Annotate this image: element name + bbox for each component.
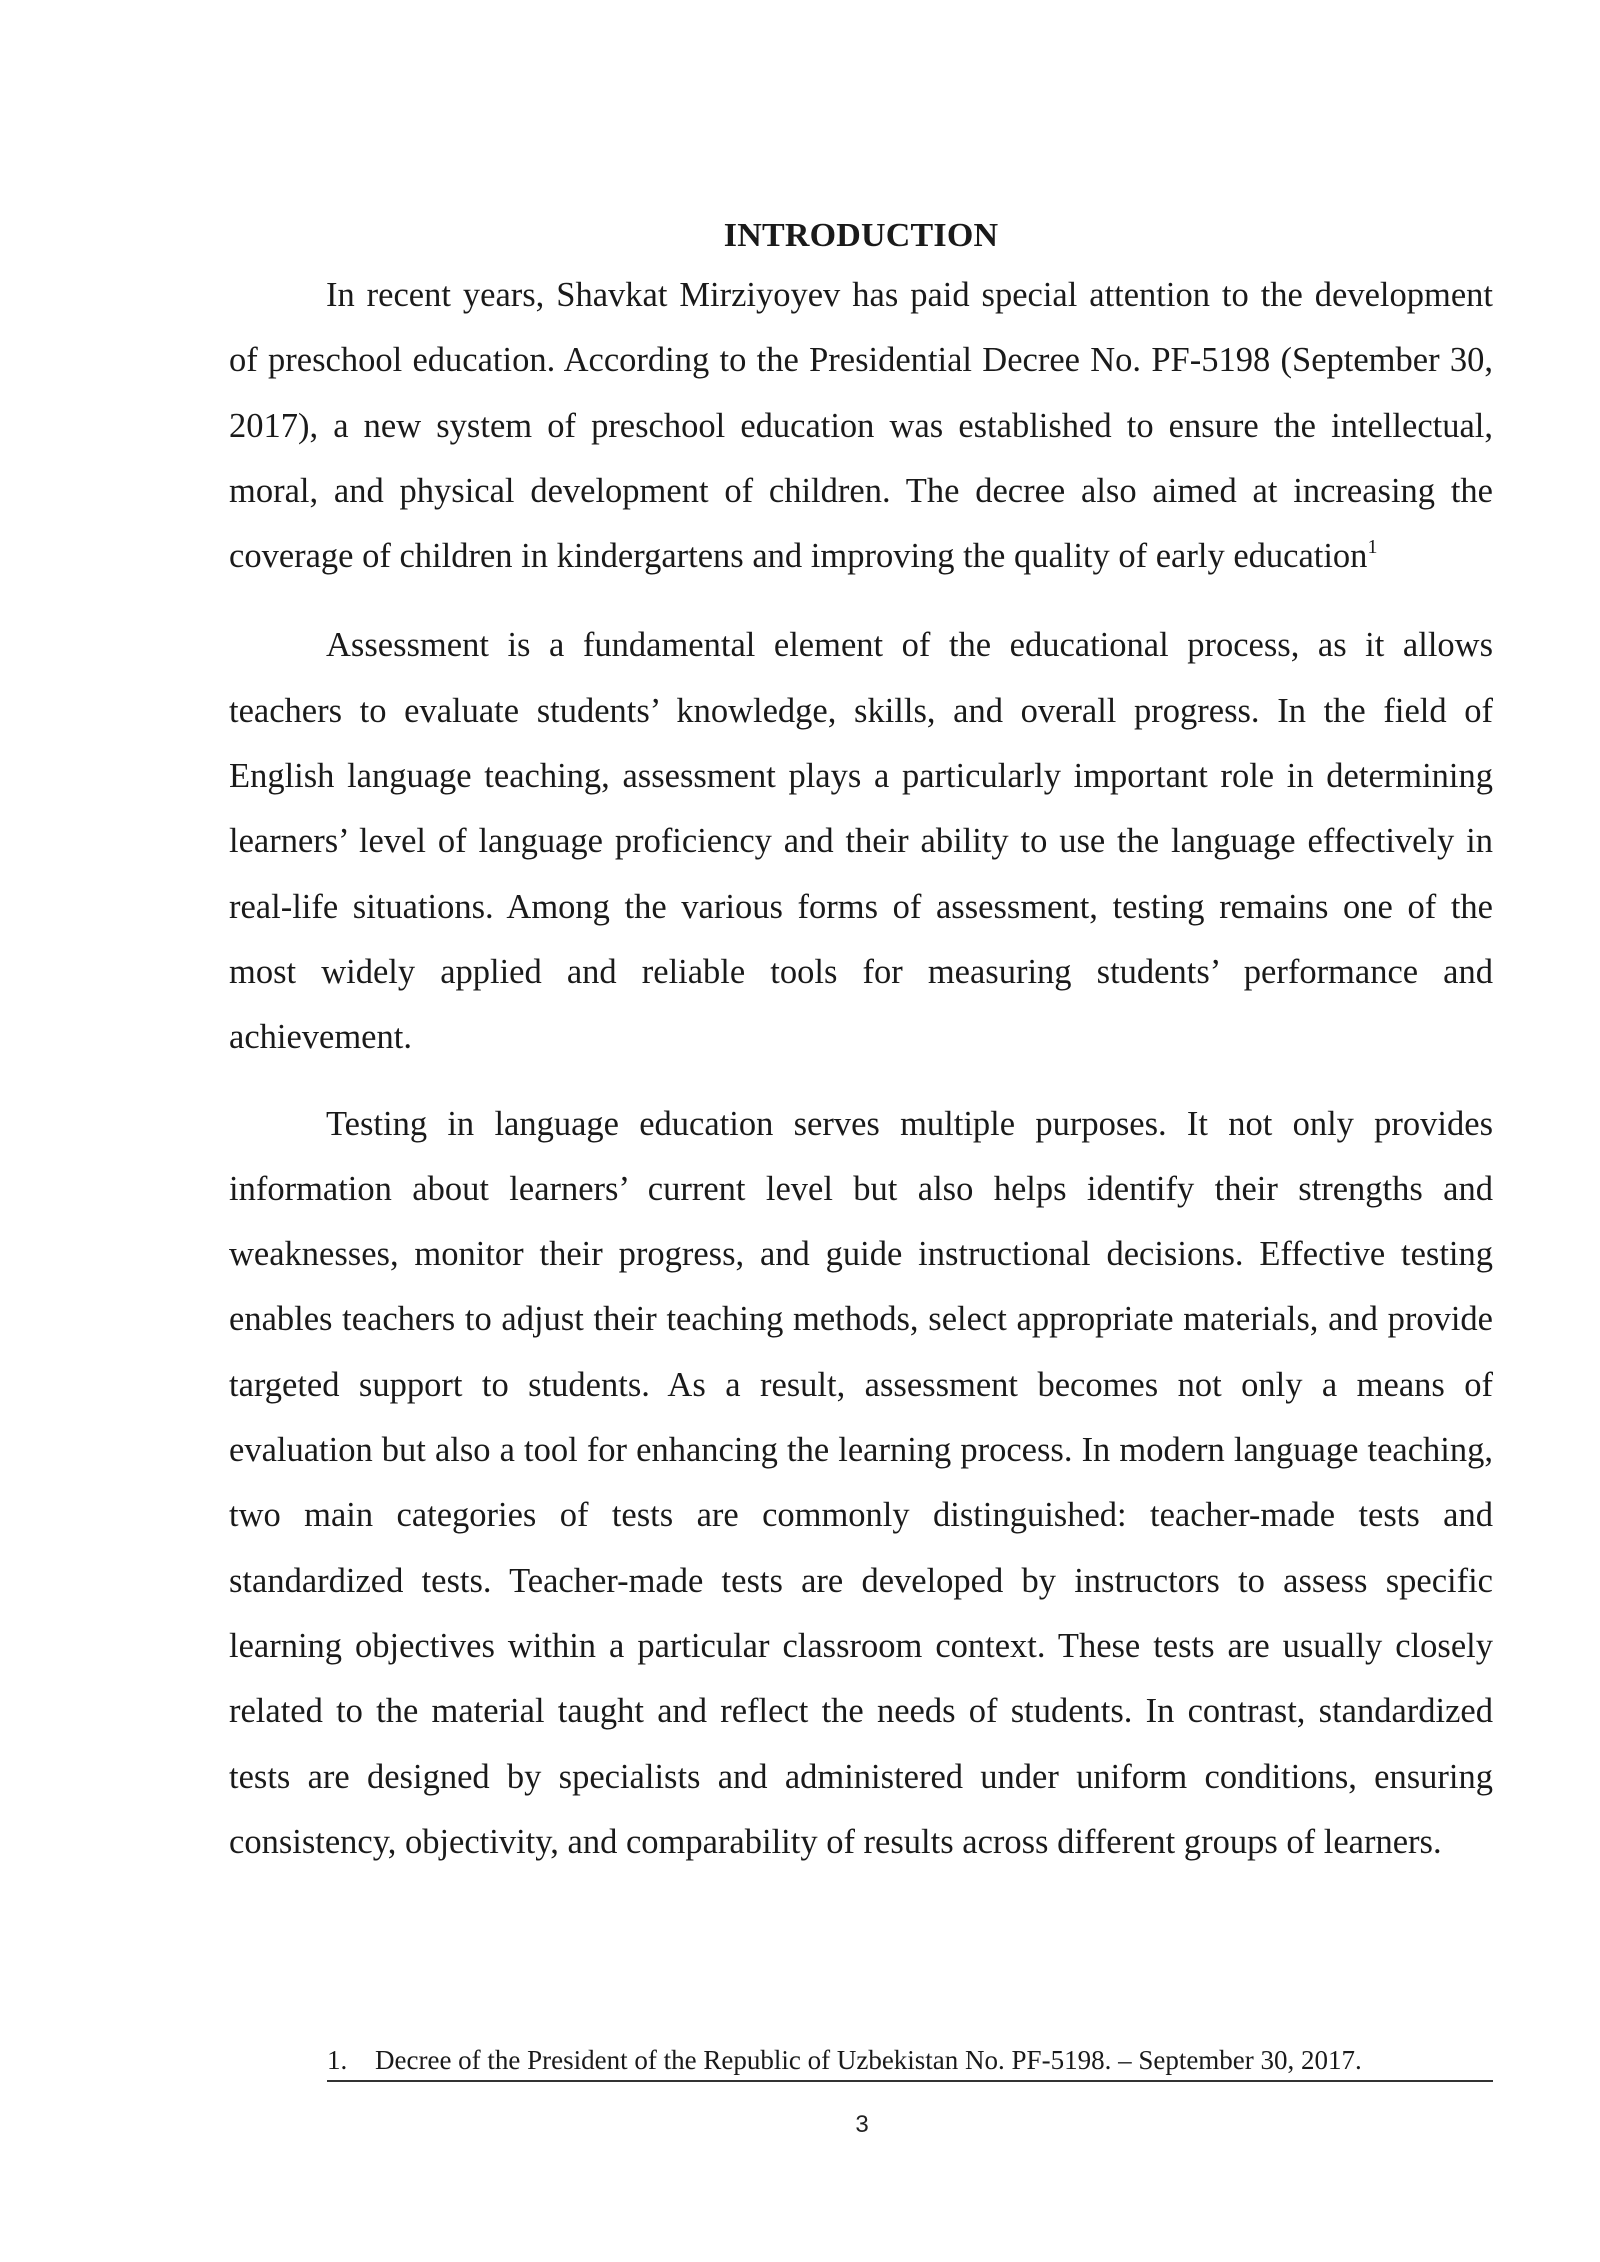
footnote-reference: 1 [1367,536,1378,559]
paragraph-1-text: In recent years, Shavkat Mirziyoyev has paid special attention to the development of preschool education. According to the Presidential Decree No. PF-5198 (September 30, 2017), a new system of preschool education was established to ensure the intellectual, moral, and physical development of children. The decree also aimed at increasing the coverage of children in kindergartens and improving the quality of early education [229,276,1493,576]
footnote-text: Decree of the President of the Republic of Uzbekistan No. PF-5198. – September 30, 2017. [375,2045,1362,2075]
page-number: 3 [855,2111,869,2138]
paragraph-3: Testing in language education serves multiple purposes. It not only provides information about learners’ current level but also helps identify their strengths and weaknesses, monitor their progress, and guide instructional decisions. Effective testing enables teachers to adjust their teaching methods, select appropriate materials, and provide targeted support to students. As a result, assessment becomes not only a means of evaluation but also a tool for enhancing the learning process. In modern language teaching, two main categories of tests are commonly distinguished: teacher-made tests and standardized tests. Teacher-made tests are developed by instructors to assess specific learning objectives within a particular classroom context. These tests are usually closely related to the material taught and reflect the needs of students. In contrast, standardized tests are designed by specialists and administered under uniform conditions, ensuring consistency, objectivity, and comparability of results across different groups of learners. [229,1104,1493,1861]
footnote-divider [327,2080,1493,2082]
page-title: INTRODUCTION [723,217,999,254]
footnote-number: 1. [327,2045,348,2075]
paragraph-2: Assessment is a fundamental element of the educational process, as it allows teachers to evaluate students’ knowledge, skills, and overall progress. In the field of English language teaching, assessment plays a particularly important role in determining learners’ level of language proficiency and their ability to use the language effectively in real-life situations. Among the various forms of assessment, testing remains one of the most widely applied and reliable tools for measuring students’ performance and achievement. [229,626,1493,1057]
page-content [229,210,1493,1875]
paragraph-1 [229,263,1493,589]
footnote [327,2040,1493,2080]
